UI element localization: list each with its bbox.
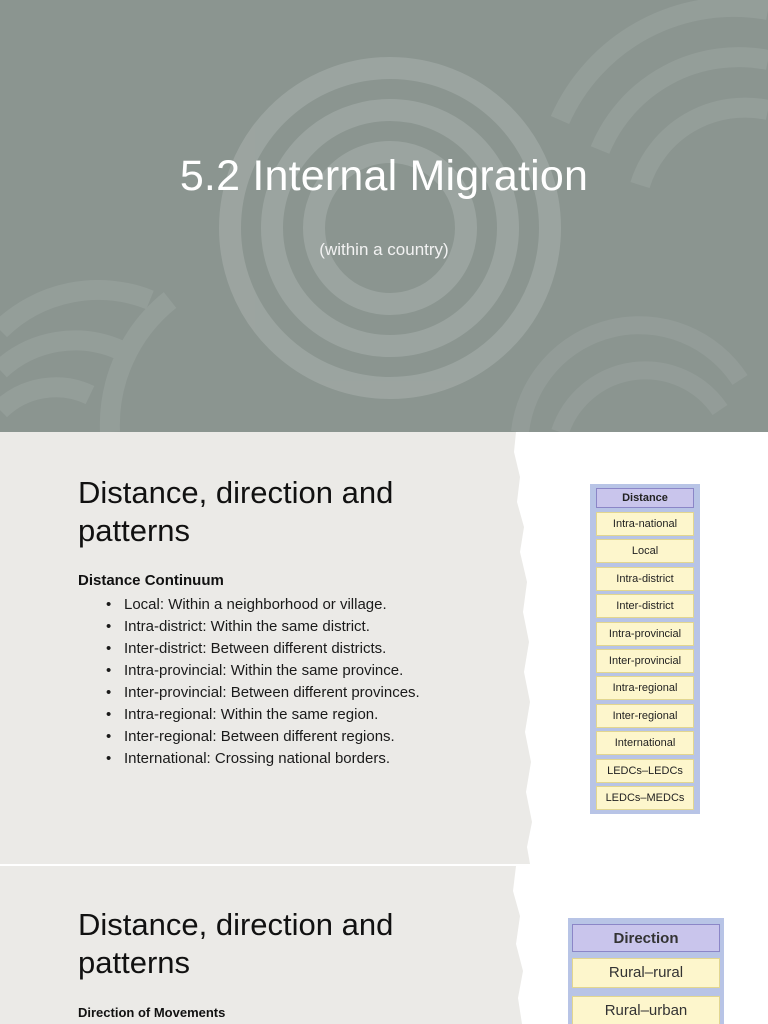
distance-table-cell: Intra-provincial — [596, 622, 694, 646]
title-slide — [0, 0, 768, 432]
list-item: • Inter-regional: Between different regions. — [106, 726, 420, 748]
list-item: • Intra-provincial: Within the same province. — [106, 660, 420, 682]
distance-table-cell: LEDCs–LEDCs — [596, 759, 694, 783]
distance-table-cell: Inter-district — [596, 594, 694, 618]
direction-table-cell: Rural–urban — [572, 996, 720, 1024]
list-item: • Inter-provincial: Between different provinces. — [106, 682, 420, 704]
direction-table-image — [568, 918, 724, 1024]
distance-table-cell: Local — [596, 539, 694, 563]
list-item: • Inter-district: Between different districts. — [106, 638, 420, 660]
distance-table-cell: International — [596, 731, 694, 755]
distance-continuum-list — [106, 594, 420, 770]
distance-table-cell: LEDCs–MEDCs — [596, 786, 694, 810]
distance-table-cell: Intra-regional — [596, 676, 694, 700]
decorative-arcs-background — [0, 0, 768, 432]
slide-subtitle: (within a country) — [319, 240, 449, 259]
distance-table-cell: Intra-district — [596, 567, 694, 591]
distance-table-image — [590, 484, 700, 814]
list-item: • International: Crossing national borders. — [106, 748, 420, 770]
distance-table-header: Distance — [596, 488, 694, 508]
section-heading: Distance Continuum — [78, 572, 224, 589]
list-item: • Local: Within a neighborhood or village. — [106, 594, 420, 616]
slide-heading: Distance, direction and patterns — [78, 907, 394, 980]
distance-table-cell: Inter-provincial — [596, 649, 694, 673]
distance-table-cell: Intra-national — [596, 512, 694, 536]
distance-slide — [0, 432, 768, 864]
slide-title: 5.2 Internal Migration — [179, 152, 589, 200]
distance-table-cell: Inter-regional — [596, 704, 694, 728]
slide-heading: Distance, direction and patterns — [78, 475, 394, 548]
direction-table-header: Direction — [572, 924, 720, 952]
direction-table-cell: Rural–rural — [572, 958, 720, 988]
direction-slide — [0, 866, 768, 1024]
list-item: • Intra-regional: Within the same region. — [106, 704, 420, 726]
section-heading: Direction of Movements — [78, 1005, 226, 1020]
list-item: • Intra-district: Within the same district. — [106, 616, 420, 638]
